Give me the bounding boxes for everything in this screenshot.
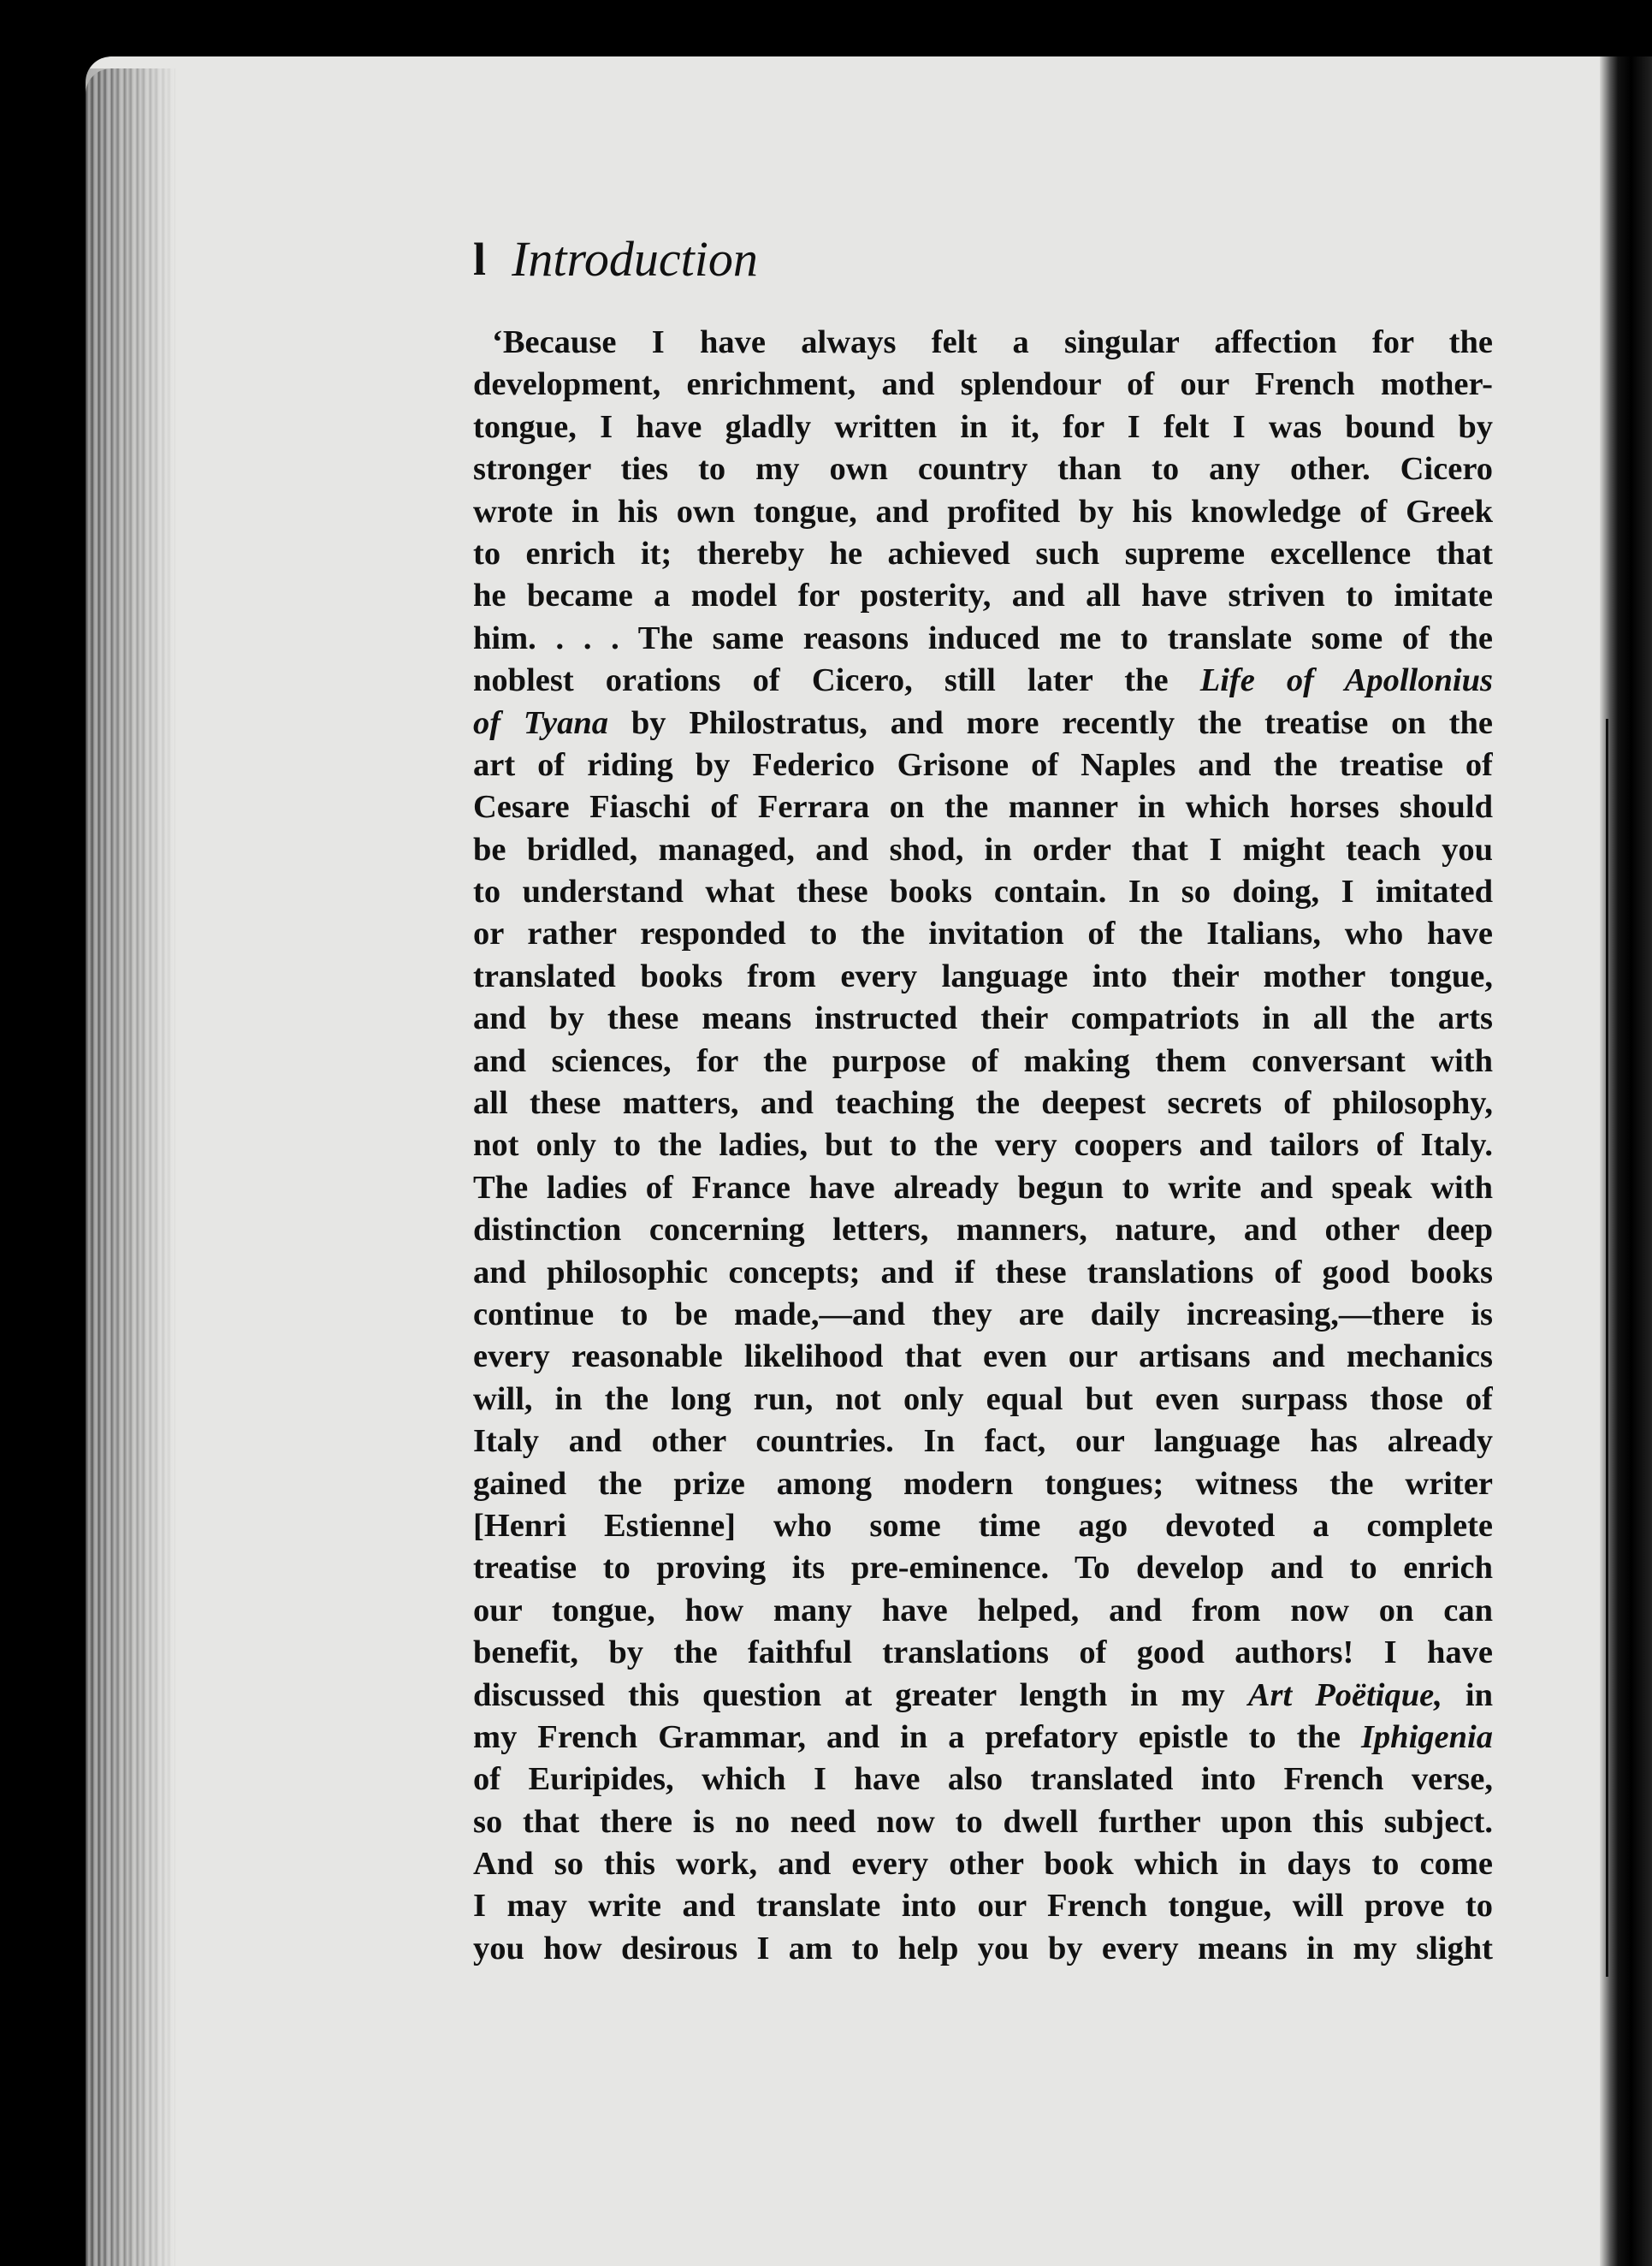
text-line xyxy=(473,1675,1493,1717)
text-line xyxy=(473,1083,1493,1124)
italic-title: Life of Apollonius xyxy=(1199,662,1493,699)
text-run: noblest orations of Cicero, still later the xyxy=(473,662,1200,699)
text-run: not only to the ladies, but to the very coopers and tailors of Italy. xyxy=(473,1127,1493,1164)
text-line xyxy=(473,1421,1493,1462)
text-line xyxy=(473,1463,1493,1505)
text-run: And so this work, and every other book which in days to come xyxy=(473,1846,1493,1883)
text-run: development, enrichment, and splendour of our French mother- xyxy=(473,366,1493,403)
text-line xyxy=(473,744,1493,786)
text-run: I may write and translate into our French tongue, will prove to xyxy=(473,1888,1493,1925)
text-run: by Philostratus, and more recently the treatise on the xyxy=(608,704,1493,741)
text-line xyxy=(473,1041,1493,1083)
text-run: The ladies of France have already begun to write and speak with xyxy=(473,1169,1493,1206)
body-text xyxy=(473,322,1493,1970)
text-run: my French Grammar, and in a prefatory epistle to the xyxy=(473,1718,1361,1755)
text-run: tongue, I have gladly written in it, for I felt I was bound by xyxy=(473,408,1493,445)
text-run: and philosophic concepts; and if these translations of good books xyxy=(473,1254,1493,1290)
text-line xyxy=(473,1252,1493,1294)
page-number: l xyxy=(473,234,487,285)
text-run: will, in the long run, not only equal but even surpass those of xyxy=(473,1380,1493,1417)
text-run: to understand what these books contain. In so doing, I imitated xyxy=(473,874,1493,911)
text-line xyxy=(473,829,1493,871)
text-run: distinction concerning letters, manners, nature, and other deep xyxy=(473,1212,1493,1249)
text-run: our tongue, how many have helped, and from now on can xyxy=(473,1592,1493,1628)
text-run: benefit, by the faithful translations of good authors! I have xyxy=(473,1634,1493,1671)
text-run: so that there is no need now to dwell further upon this subject. xyxy=(473,1803,1493,1840)
text-line xyxy=(473,1928,1493,1970)
italic-title: of Tyana xyxy=(473,704,609,741)
text-line xyxy=(473,956,1493,998)
text-line xyxy=(473,913,1493,955)
text-run: to enrich it; thereby he achieved such supreme excellence that xyxy=(473,535,1493,572)
text-run: he became a model for posterity, and all have striven to imitate xyxy=(473,578,1493,614)
text-line xyxy=(473,1801,1493,1843)
text-run: or rather responded to the invitation of the Italians, who have xyxy=(473,916,1493,952)
text-run: and sciences, for the purpose of making them conversant with xyxy=(473,1042,1493,1079)
text-run: art of riding by Federico Grisone of Naples and the treatise of xyxy=(473,746,1493,783)
text-run: in xyxy=(1442,1676,1493,1713)
text-run: be bridled, managed, and shod, in order that I might teach you xyxy=(473,831,1493,868)
text-run: Italy and other countries. In fact, our language has already xyxy=(473,1423,1493,1460)
text-line xyxy=(473,871,1493,913)
text-line xyxy=(473,406,1493,448)
text-line xyxy=(473,703,1493,744)
text-run: ‘Because I have always felt a singular affection for the xyxy=(492,324,1493,360)
text-run: gained the prize among modern tongues; witness the writer xyxy=(473,1465,1493,1502)
text-line xyxy=(473,1167,1493,1209)
text-line xyxy=(473,1885,1493,1927)
text-line xyxy=(473,1124,1493,1166)
text-run: translated books from every language into their mother tongue, xyxy=(473,958,1493,994)
text-run: you how desirous I am to help you by every means in my slight xyxy=(473,1930,1493,1966)
text-run: [Henri Estienne] who some time ago devoted a complete xyxy=(473,1507,1493,1544)
text-run: stronger ties to my own country than to any other. Cicero xyxy=(473,451,1493,488)
text-line xyxy=(473,1379,1493,1421)
text-line xyxy=(473,660,1493,702)
text-line xyxy=(473,364,1493,406)
text-line xyxy=(473,1294,1493,1336)
text-line xyxy=(473,575,1493,617)
text-run: and by these means instructed their compatriots in all the arts xyxy=(473,1000,1493,1037)
text-run: all these matters, and teaching the deepest secrets of philosophy, xyxy=(473,1085,1493,1122)
text-line xyxy=(473,1547,1493,1589)
text-line xyxy=(473,448,1493,490)
text-line xyxy=(473,1505,1493,1547)
italic-title: Iphigenia xyxy=(1360,1718,1493,1755)
text-line xyxy=(473,533,1493,575)
text-line xyxy=(473,1717,1493,1759)
text-run: wrote in his own tongue, and profited by his knowledge of Greek xyxy=(473,493,1493,530)
text-line xyxy=(473,1209,1493,1251)
text-line xyxy=(473,1336,1493,1378)
text-run: continue to be made,—and they are daily increasing,—there is xyxy=(473,1296,1493,1332)
text-line xyxy=(473,1632,1493,1674)
text-run: every reasonable likelihood that even our artisans and mechanics xyxy=(473,1338,1493,1375)
text-line xyxy=(473,1759,1493,1800)
text-run: him. . . . The same reasons induced me to translate some of the xyxy=(473,620,1493,656)
running-title: Introduction xyxy=(512,231,758,287)
text-line xyxy=(473,786,1493,828)
text-run: of Euripides, which I have also translated into French verse, xyxy=(473,1761,1493,1798)
text-line xyxy=(473,491,1493,533)
page-edges xyxy=(86,68,175,2266)
gutter-shadow-line xyxy=(1606,719,1608,1977)
text-line xyxy=(473,1843,1493,1885)
text-run: treatise to proving its pre-eminence. To develop and to enrich xyxy=(473,1550,1493,1587)
text-line xyxy=(473,998,1493,1040)
text-run: discussed this question at greater length in my xyxy=(473,1676,1248,1713)
text-line xyxy=(473,322,1493,364)
text-line xyxy=(473,618,1493,660)
text-line xyxy=(473,1590,1493,1632)
text-run: Cesare Fiaschi of Ferrara on the manner in which horses should xyxy=(473,789,1493,826)
italic-title: Art Poëtique, xyxy=(1247,1676,1442,1713)
